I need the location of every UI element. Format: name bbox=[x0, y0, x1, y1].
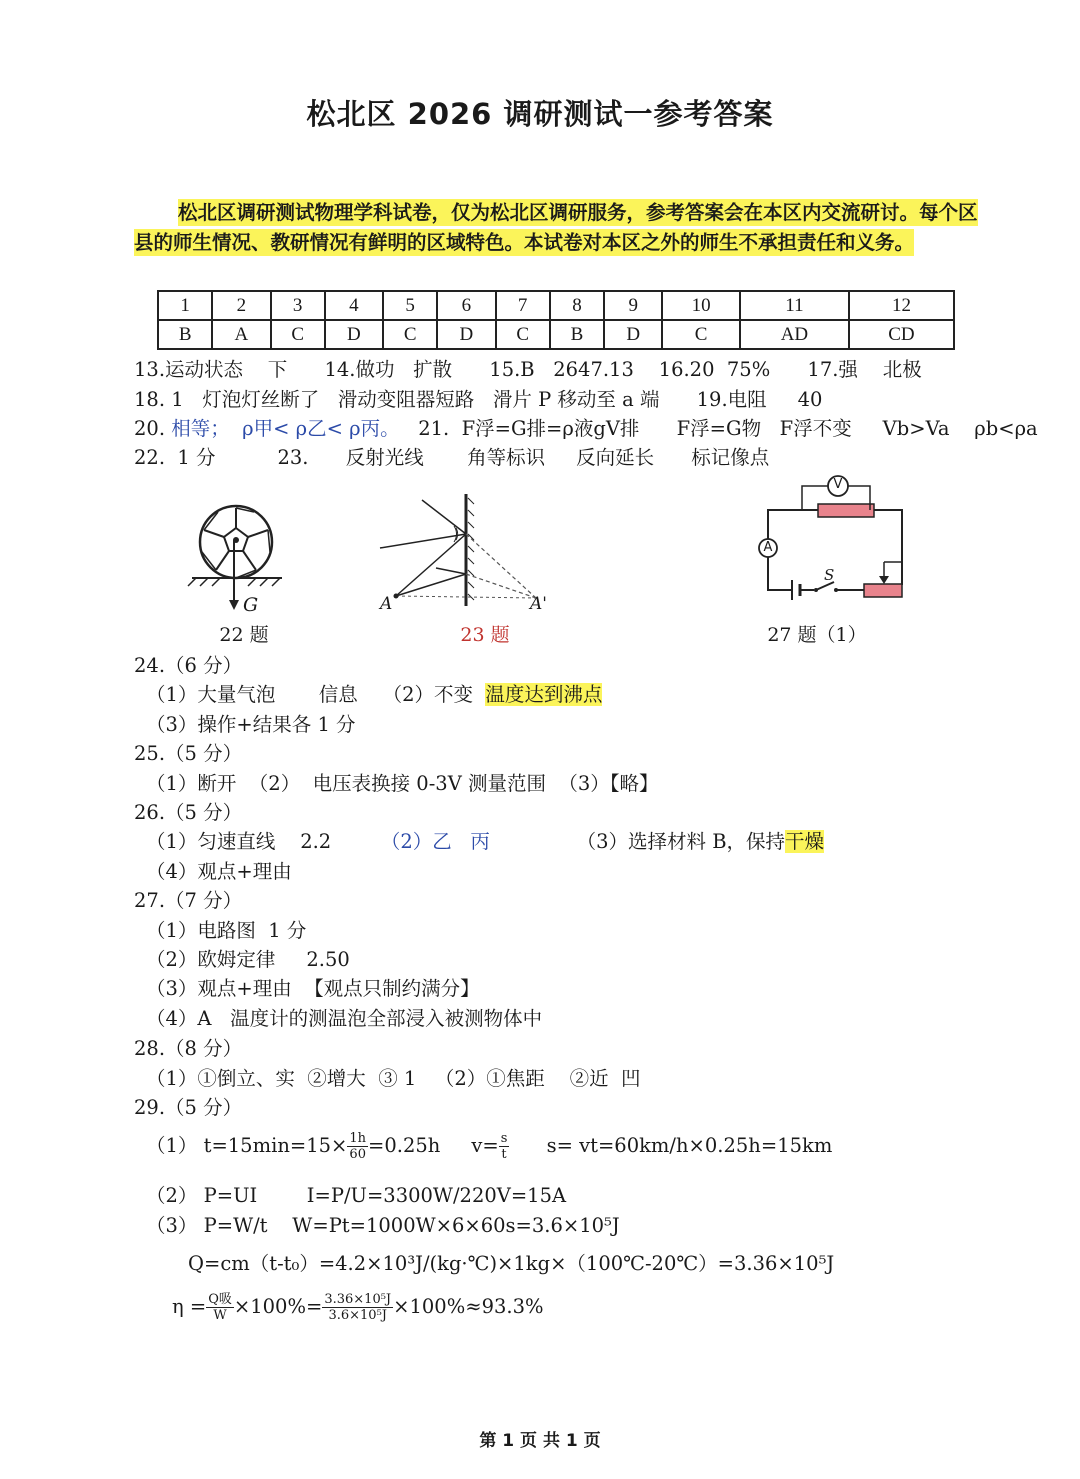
table-cell: C bbox=[662, 320, 740, 349]
question-27-answer-2: （2）欧姆定律 2.50 bbox=[146, 948, 350, 971]
question-29-formula-1 bbox=[146, 1130, 832, 1162]
question-27-heading: 27.（7 分） bbox=[134, 889, 243, 912]
figure-22-caption: 22 题 bbox=[219, 624, 269, 646]
table-cell: C bbox=[496, 320, 550, 349]
answer-20-label: 20. bbox=[134, 417, 172, 440]
table-cell: 8 bbox=[550, 291, 604, 320]
fraction-denominator: 60 bbox=[349, 1147, 366, 1162]
question-24-answer-1 bbox=[146, 679, 602, 707]
question-27-answer-4: （4）A 温度计的测温泡全部浸入被测物体中 bbox=[146, 1007, 543, 1030]
q26-part3: （3）选择材料 B，保持 bbox=[489, 830, 786, 853]
table-cell: 2 bbox=[212, 291, 270, 320]
table-cell: 10 bbox=[662, 291, 740, 320]
answer-20-density: ρ甲< ρ乙< ρ丙。 bbox=[229, 417, 400, 440]
q26-part3-highlight: 干燥 bbox=[785, 830, 825, 853]
question-29-formula-2: （2） P=UI I=P/U=3300W/220V=15A bbox=[146, 1184, 567, 1207]
figure-23-point-a-image: A' bbox=[530, 594, 547, 614]
table-row-answers bbox=[158, 320, 954, 349]
choice-answer-table bbox=[157, 290, 955, 350]
table-cell: 6 bbox=[437, 291, 495, 320]
table-cell: 7 bbox=[496, 291, 550, 320]
fraction-q-w bbox=[206, 1292, 234, 1323]
table-cell: B bbox=[158, 320, 212, 349]
table-cell: CD bbox=[849, 320, 954, 349]
table-cell: 9 bbox=[604, 291, 662, 320]
question-24-answer-3: （3）操作+结果各 1 分 bbox=[146, 713, 356, 736]
fraction-denominator: W bbox=[213, 1308, 227, 1323]
table-cell: B bbox=[550, 320, 604, 349]
notice-paragraph bbox=[134, 198, 980, 258]
table-cell: 5 bbox=[383, 291, 437, 320]
figure-27-switch-label: S bbox=[824, 566, 835, 584]
answer-line-22-23: 22. 1 分 23. 反射光线 角等标识 反向延长 标记像点 bbox=[134, 446, 770, 469]
question-27-answer-1: （1）电路图 1 分 bbox=[146, 919, 307, 942]
formula-5-b: ×100%= bbox=[233, 1295, 323, 1318]
figure-27-ammeter-label: A bbox=[763, 540, 773, 555]
question-25-heading: 25.（5 分） bbox=[134, 742, 243, 765]
table-cell: AD bbox=[740, 320, 849, 349]
figure-27-circuit bbox=[752, 470, 912, 610]
answer-line-18-19: 18. 1 灯泡灯丝断了 滑动变阻器短路 滑片 P 移动至 a 端 19.电阻 40 bbox=[134, 388, 823, 411]
table-cell: D bbox=[437, 320, 495, 349]
question-28-answer: （1）①倒立、实 ②增大 ③ 1 （2）①焦距 ②近 凹 bbox=[146, 1067, 641, 1090]
question-24-heading: 24.（6 分） bbox=[134, 654, 243, 677]
figure-22-ball bbox=[186, 500, 296, 618]
page-title: 松北区 2026 调研测试一参考答案 bbox=[306, 97, 774, 131]
table-cell: D bbox=[604, 320, 662, 349]
q24-part2-highlight: 温度达到沸点 bbox=[485, 683, 603, 706]
table-cell: 11 bbox=[740, 291, 849, 320]
fraction-numerator: 3.36×10⁵J bbox=[324, 1292, 392, 1307]
question-26-answer-1 bbox=[146, 826, 824, 854]
question-25-answer: （1）断开 （2） 电压表换接 0-3V 测量范围 （3）【略】 bbox=[146, 772, 659, 795]
formula-5-c: ×100%≈93.3% bbox=[393, 1295, 544, 1318]
fraction-energy bbox=[322, 1292, 393, 1323]
table-cell: 3 bbox=[271, 291, 325, 320]
figure-23-point-a: A bbox=[380, 594, 393, 614]
q26-part2: （2）乙 丙 bbox=[380, 830, 490, 853]
fraction-denominator: 3.6×10⁵J bbox=[328, 1308, 388, 1323]
q24-part1: （1）大量气泡 信息 （2）不变 bbox=[146, 683, 486, 706]
page-footer: 第 1 页 共 1 页 bbox=[479, 1431, 601, 1451]
table-row-numbers bbox=[158, 291, 954, 320]
table-cell: 4 bbox=[325, 291, 383, 320]
question-29-formula-3: （3） P=W/t W=Pt=1000W×6×60s=3.6×10⁵J bbox=[146, 1214, 620, 1237]
formula-5-a: η = bbox=[172, 1295, 207, 1318]
figure-22-label: G bbox=[243, 594, 259, 616]
table-cell: D bbox=[325, 320, 383, 349]
answer-line-13-17: 13.运动状态 下 14.做功 扩散 15.B 2647.13 16.20 75% 17.强 北极 bbox=[134, 358, 922, 381]
question-28-heading: 28.（8 分） bbox=[134, 1037, 243, 1060]
formula-1-c: s= vt=60km/h×0.25h=15km bbox=[509, 1134, 833, 1157]
formula-1-a: （1） t=15min=15× bbox=[146, 1134, 348, 1157]
table-cell: A bbox=[212, 320, 270, 349]
question-29-heading: 29.（5 分） bbox=[134, 1096, 243, 1119]
fraction-numerator: Q吸 bbox=[208, 1292, 232, 1307]
question-29-formula-4: Q=cm（t-t₀）=4.2×10³J/(kg·℃)×1kg×（100℃-20℃）=3.36×10⁵J bbox=[188, 1252, 835, 1275]
question-29-formula-5 bbox=[172, 1292, 544, 1323]
question-26-answer-4: （4）观点+理由 bbox=[146, 860, 292, 883]
table-cell: C bbox=[271, 320, 325, 349]
question-27-answer-3: （3）观点+理由 【观点只制约满分】 bbox=[146, 977, 480, 1000]
figure-27-caption: 27 题（1） bbox=[767, 624, 867, 646]
table-cell: 1 bbox=[158, 291, 212, 320]
table-cell: 12 bbox=[849, 291, 954, 320]
figure-23-caption: 23 题 bbox=[460, 624, 510, 646]
fraction-denominator: t bbox=[501, 1147, 507, 1162]
table-cell: C bbox=[383, 320, 437, 349]
figure-27-voltmeter-label: V bbox=[833, 477, 843, 492]
answer-line-20-21 bbox=[134, 413, 1038, 441]
answer-21: 21. F浮=G排=ρ液gV排 F浮=G物 F浮不变 Vb>Va ρb<ρa bbox=[399, 417, 1038, 440]
answer-20-handwritten: 相等； bbox=[171, 417, 230, 440]
fraction-s-t bbox=[499, 1131, 510, 1162]
fraction-numerator: 1h bbox=[349, 1131, 367, 1146]
question-26-heading: 26.（5 分） bbox=[134, 801, 243, 824]
fraction-numerator: s bbox=[500, 1131, 508, 1146]
q26-part1: （1）匀速直线 2.2 bbox=[146, 830, 381, 853]
formula-1-b: =0.25h v= bbox=[368, 1134, 499, 1157]
notice-text: 松北区调研测试物理学科试卷，仅为松北区调研服务，参考答案会在本区内交流研讨。每个区县的师生情况、教研情况有鲜明的区域特色。本试卷对本区之外的师生不承担责任和义务。 bbox=[134, 201, 978, 254]
fraction-1h-60 bbox=[347, 1131, 368, 1162]
figure-23-mirror bbox=[376, 490, 556, 614]
